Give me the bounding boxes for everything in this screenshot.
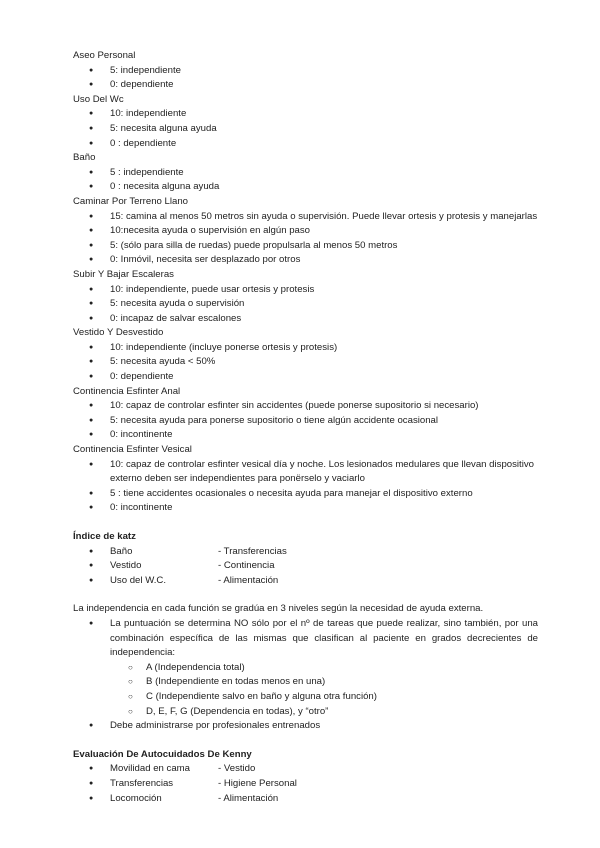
list-item: ● 0: incontinente (73, 501, 540, 516)
list-item: ● 5: necesita alguna ayuda (73, 122, 540, 137)
list-item: ● 10: independiente (73, 107, 540, 122)
kenny-left: Transferencias (110, 777, 174, 789)
list-item: ● 10: independiente (incluye ponerse ortesis y protesis) (73, 341, 540, 356)
katz-list (73, 545, 540, 589)
list-item: ● 5: necesita ayuda < 50% (73, 355, 540, 370)
list-item: ● 5: (sólo para silla de ruedas) puede propulsarla al menos 50 metros (73, 239, 540, 254)
kenny-row (73, 792, 540, 807)
kenny-left: Movilidad en cama (110, 763, 190, 775)
kenny-right: - Higiene Personal (218, 777, 297, 789)
kenny-right: - Vestido (218, 763, 256, 775)
kenny-row (73, 777, 540, 792)
katz-left: Uso del W.C. (110, 574, 166, 586)
section-katz (73, 530, 540, 734)
katz-grade: ○ B (Independiente en todas menos en una) (73, 675, 540, 690)
katz-point: ● Debe administrarse por profesionales entrenados (73, 719, 540, 734)
katz-points (73, 617, 540, 734)
katz-row (73, 574, 540, 589)
list-item: ● 0: Inmóvil, necesita ser desplazado por otros (73, 253, 540, 268)
katz-row (73, 559, 540, 574)
score-list (73, 283, 540, 327)
katz-grades (73, 661, 540, 719)
section-vestido (73, 326, 540, 384)
list-item: ● 0: dependiente (73, 370, 540, 385)
score-list (73, 210, 540, 268)
katz-right: - Transferencias (218, 545, 287, 557)
katz-intro: La independencia en cada función se gradúa en 3 niveles según la necesidad de ayuda externa. (73, 603, 484, 615)
list-item: ● 10: capaz de controlar esfinter sin accidentes (puede ponerse supositorio si necesario) (73, 399, 540, 414)
score-list (73, 341, 540, 385)
section-heading: Caminar Por Terreno Llano (73, 195, 189, 207)
list-item: ● 5 : independiente (73, 166, 540, 181)
list-item: ● 5: necesita ayuda para ponerse supositorio o tiene algún accidente ocasional (73, 414, 540, 429)
score-list (73, 166, 540, 195)
section-heading: Uso Del Wc (73, 93, 124, 105)
list-item: ● 0 : necesita alguna ayuda (73, 180, 540, 195)
katz-grade: ○ C (Independiente salvo en baño y alguna otra función) (73, 690, 540, 705)
section-esfinter-anal (73, 385, 540, 443)
section-heading: Continencia Esfinter Anal (73, 385, 181, 397)
katz-title: Índice de katz (73, 531, 136, 542)
list-item: ● 5 : tiene accidentes ocasionales o necesita ayuda para manejar el dispositivo externo (73, 487, 540, 502)
section-uso-del-wc (73, 93, 540, 151)
list-item: ● 0: dependiente (73, 78, 540, 93)
katz-left: Baño (110, 545, 133, 557)
katz-grade: ○ D, E, F, G (Dependencia en todas), y “otro” (73, 705, 540, 720)
list-item: ● 0 : dependiente (73, 137, 540, 152)
kenny-left: Locomoción (110, 792, 162, 804)
katz-right: - Alimentación (218, 574, 279, 586)
section-heading: Vestido Y Desvestido (73, 327, 164, 339)
list-item: ● 10:necesita ayuda o supervisión en algún paso (73, 224, 540, 239)
katz-grade: ○ A (Independencia total) (73, 661, 540, 676)
section-esfinter-vesical (73, 443, 540, 516)
kenny-title: Evaluación De Autocuidados De Kenny (73, 748, 252, 760)
list-item: ● 5: necesita ayuda o supervisión (73, 297, 540, 312)
score-list (73, 107, 540, 151)
score-list (73, 399, 540, 443)
section-heading: Subir Y Bajar Escaleras (73, 268, 174, 280)
katz-left: Vestido (110, 560, 142, 572)
kenny-right: - Alimentación (218, 792, 279, 804)
list-item: ● 0: incontinente (73, 428, 540, 443)
section-kenny (73, 748, 540, 806)
section-aseo-personal (73, 49, 540, 93)
katz-row (73, 545, 540, 560)
katz-point (73, 617, 540, 719)
section-caminar (73, 195, 540, 268)
kenny-list (73, 762, 540, 806)
score-list (73, 458, 540, 516)
section-heading: Baño (73, 152, 96, 164)
list-item: ● 10: independiente, puede usar ortesis y protesis (73, 283, 540, 298)
section-heading: Aseo Personal (73, 50, 136, 61)
list-item: ● 10: capaz de controlar esfinter vesical día y noche. Los lesionados medulares que llevan dispositivo externo deben ser independientes para ponërselo y vaciarlo (73, 458, 540, 487)
katz-point-text: ● La puntuación se determina NO sólo por el nº de tareas que puede realizar, sino también, por una combinación específica de las mismas que clasifican al paciente en grados decrecientes de independencia: (110, 617, 538, 659)
section-escaleras (73, 268, 540, 326)
kenny-row (73, 762, 540, 777)
list-item: ● 15: camina al menos 50 metros sin ayuda o supervisión. Puede llevar ortesis y protesis y manejarlas (73, 210, 540, 225)
section-bano (73, 151, 540, 195)
score-list (73, 64, 540, 93)
section-heading: Continencia Esfinter Vesical (73, 444, 192, 456)
list-item: ● 0: incapaz de salvar escalones (73, 312, 540, 327)
list-item: ● 5: independiente (73, 64, 540, 79)
katz-right: - Continencia (218, 560, 275, 572)
